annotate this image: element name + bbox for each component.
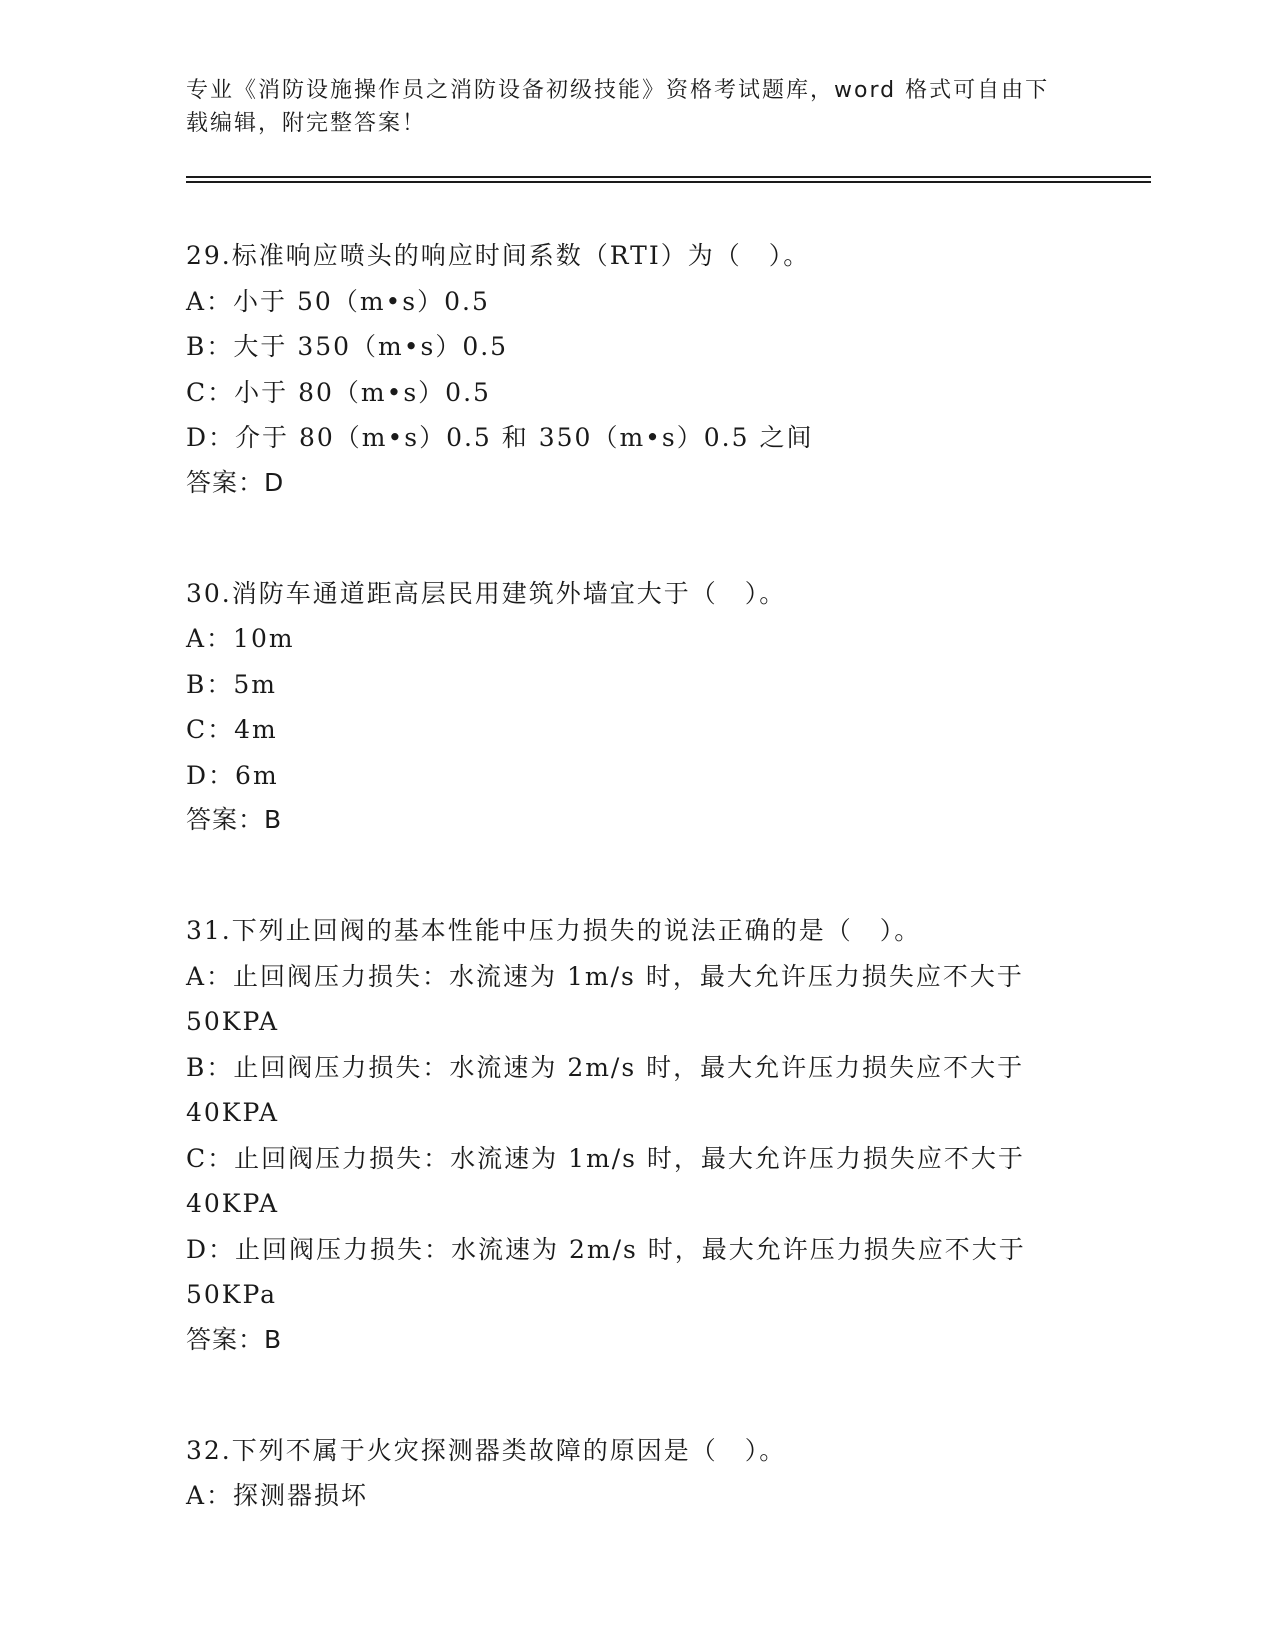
option-d: D：止回阀压力损失：水流速为 2m/s 时，最大允许压力损失应不大于	[186, 1234, 1026, 1264]
option-c: C：小于 80（m•s）0.5	[186, 377, 491, 407]
option-a: A：10m	[186, 624, 295, 653]
option-a-continuation: 50KPA	[186, 1007, 280, 1036]
question-29	[186, 233, 1086, 505]
question-32	[186, 1428, 1086, 1519]
option-c: C：4m	[186, 715, 278, 744]
header-divider	[186, 176, 1151, 186]
question-stem: 31.下列止回阀的基本性能中压力损失的说法正确的是（ ）。	[186, 916, 922, 945]
option-c: C：止回阀压力损失：水流速为 1m/s 时，最大允许压力损失应不大于	[186, 1143, 1025, 1173]
option-b: B：5m	[186, 669, 277, 699]
option-d: D：介于 80（m•s）0.5 和 350（m•s）0.5 之间	[186, 423, 814, 452]
question-stem: 29.标准响应喷头的响应时间系数（RTI）为（ ）。	[186, 241, 811, 270]
option-b: B：止回阀压力损失：水流速为 2m/s 时，最大允许压力损失应不大于	[186, 1052, 1025, 1082]
option-d-continuation: 50KPa	[186, 1280, 278, 1309]
question-stem: 32.下列不属于火灾探测器类故障的原因是（ ）。	[186, 1435, 787, 1465]
answer-label: 答案：D	[186, 467, 285, 497]
question-31	[186, 908, 1086, 1362]
option-c-continuation: 40KPA	[186, 1189, 280, 1218]
question-list	[186, 233, 1086, 1519]
answer-label: 答案：B	[186, 805, 283, 834]
answer-label: 答案：B	[186, 1324, 283, 1354]
divider-line-top	[186, 176, 1151, 178]
document-header	[186, 74, 1066, 140]
option-b: B：大于 350（m•s）0.5	[186, 332, 509, 361]
question-stem: 30.消防车通道距高层民用建筑外墙宜大于（ ）。	[186, 578, 787, 608]
divider-line-bottom	[186, 181, 1151, 183]
option-a: A：探测器损坏	[186, 1481, 369, 1510]
option-d: D：6m	[186, 760, 279, 790]
header-line-1: 专业《消防设施操作员之消防设备初级技能》资格考试题库，word 格式可自由下	[186, 78, 1050, 103]
option-b-continuation: 40KPA	[186, 1098, 280, 1127]
header-line-2: 载编辑，附完整答案！	[186, 111, 427, 136]
option-a: A：小于 50（m•s）0.5	[186, 286, 490, 316]
option-a: A：止回阀压力损失：水流速为 1m/s 时，最大允许压力损失应不大于	[186, 961, 1024, 991]
question-30	[186, 571, 1086, 843]
